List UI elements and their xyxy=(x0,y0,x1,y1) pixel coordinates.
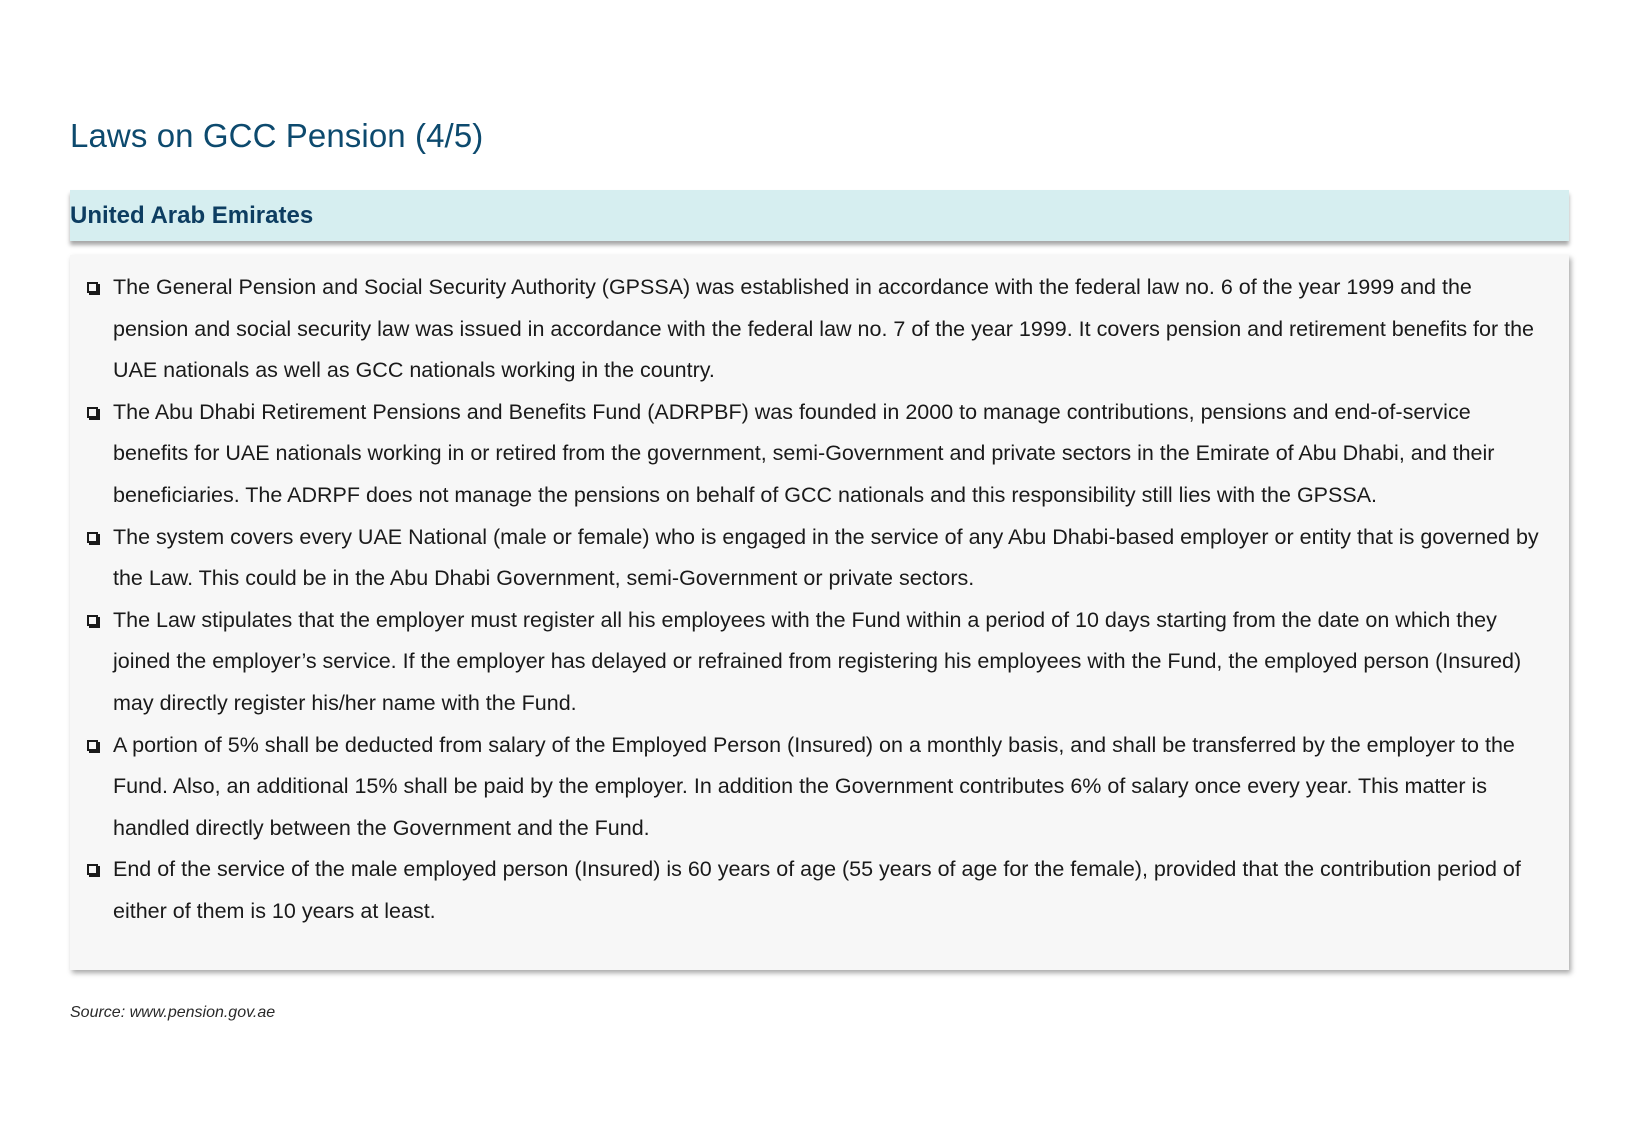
list-item xyxy=(87,392,1551,517)
list-item xyxy=(87,267,1551,392)
section-header xyxy=(70,190,1569,241)
list-item-text: End of the service of the male employed person (Insured) is 60 years of age (55 years of age for the female), provided that the contribution period of either of them is 10 years at least. xyxy=(113,857,1521,923)
list-item-text: A portion of 5% shall be deducted from salary of the Employed Person (Insured) on a monthly basis, and shall be transferred by the employer to the Fund. Also, an additional 15% shall be paid by the employer. In addition the Government contributes 6% of salary once every year. This matter is handled directly between the Government and the Fund. xyxy=(113,732,1515,840)
section-header-label: United Arab Emirates xyxy=(70,202,314,229)
list-item xyxy=(87,849,1551,932)
list-item xyxy=(87,600,1551,725)
list-item xyxy=(87,725,1551,850)
checkbox-square-icon xyxy=(87,864,98,875)
checkbox-square-icon xyxy=(87,740,98,751)
checkbox-square-icon xyxy=(87,615,98,626)
bullet-list xyxy=(87,267,1551,933)
checkbox-square-icon xyxy=(87,532,98,543)
list-item-text: The Law stipulates that the employer must register all his employees with the Fund within a period of 10 days starting from the date on which they joined the employer’s service. If the employer has delayed or refrained from registering his employees with the Fund, the employed person (Insured) may directly register his/her name with the Fund. xyxy=(113,607,1522,715)
checkbox-square-icon xyxy=(87,407,98,418)
source-note: Source: www.pension.gov.ae xyxy=(70,1004,276,1021)
page-title: Laws on GCC Pension (4/5) xyxy=(70,117,484,154)
list-item-text: The Abu Dhabi Retirement Pensions and Benefits Fund (ADRPBF) was founded in 2000 to manage contributions, pensions and end-of-service benefits for UAE nationals working in or retired from the government, semi-Government and private sectors in the Emirate of Abu Dhabi, and their beneficiaries. The ADRPF does not manage the pensions on behalf of GCC nationals and this responsibility still lies with the GPSSA. xyxy=(113,399,1495,507)
content-box xyxy=(70,255,1569,970)
checkbox-square-icon xyxy=(87,282,98,293)
list-item xyxy=(87,517,1551,600)
list-item-text: The General Pension and Social Security Authority (GPSSA) was established in accordance with the federal law no. 6 of the year 1999 and the pension and social security law was issued in accordance with the federal law no. 7 of the year 1999. It covers pension and retirement benefits for the UAE nationals as well as GCC nationals working in the country. xyxy=(113,275,1534,383)
list-item-text: The system covers every UAE National (male or female) who is engaged in the service of any Abu Dhabi-based employer or entity that is governed by the Law. This could be in the Abu Dhabi Government, semi-Government or private sectors. xyxy=(113,524,1539,591)
